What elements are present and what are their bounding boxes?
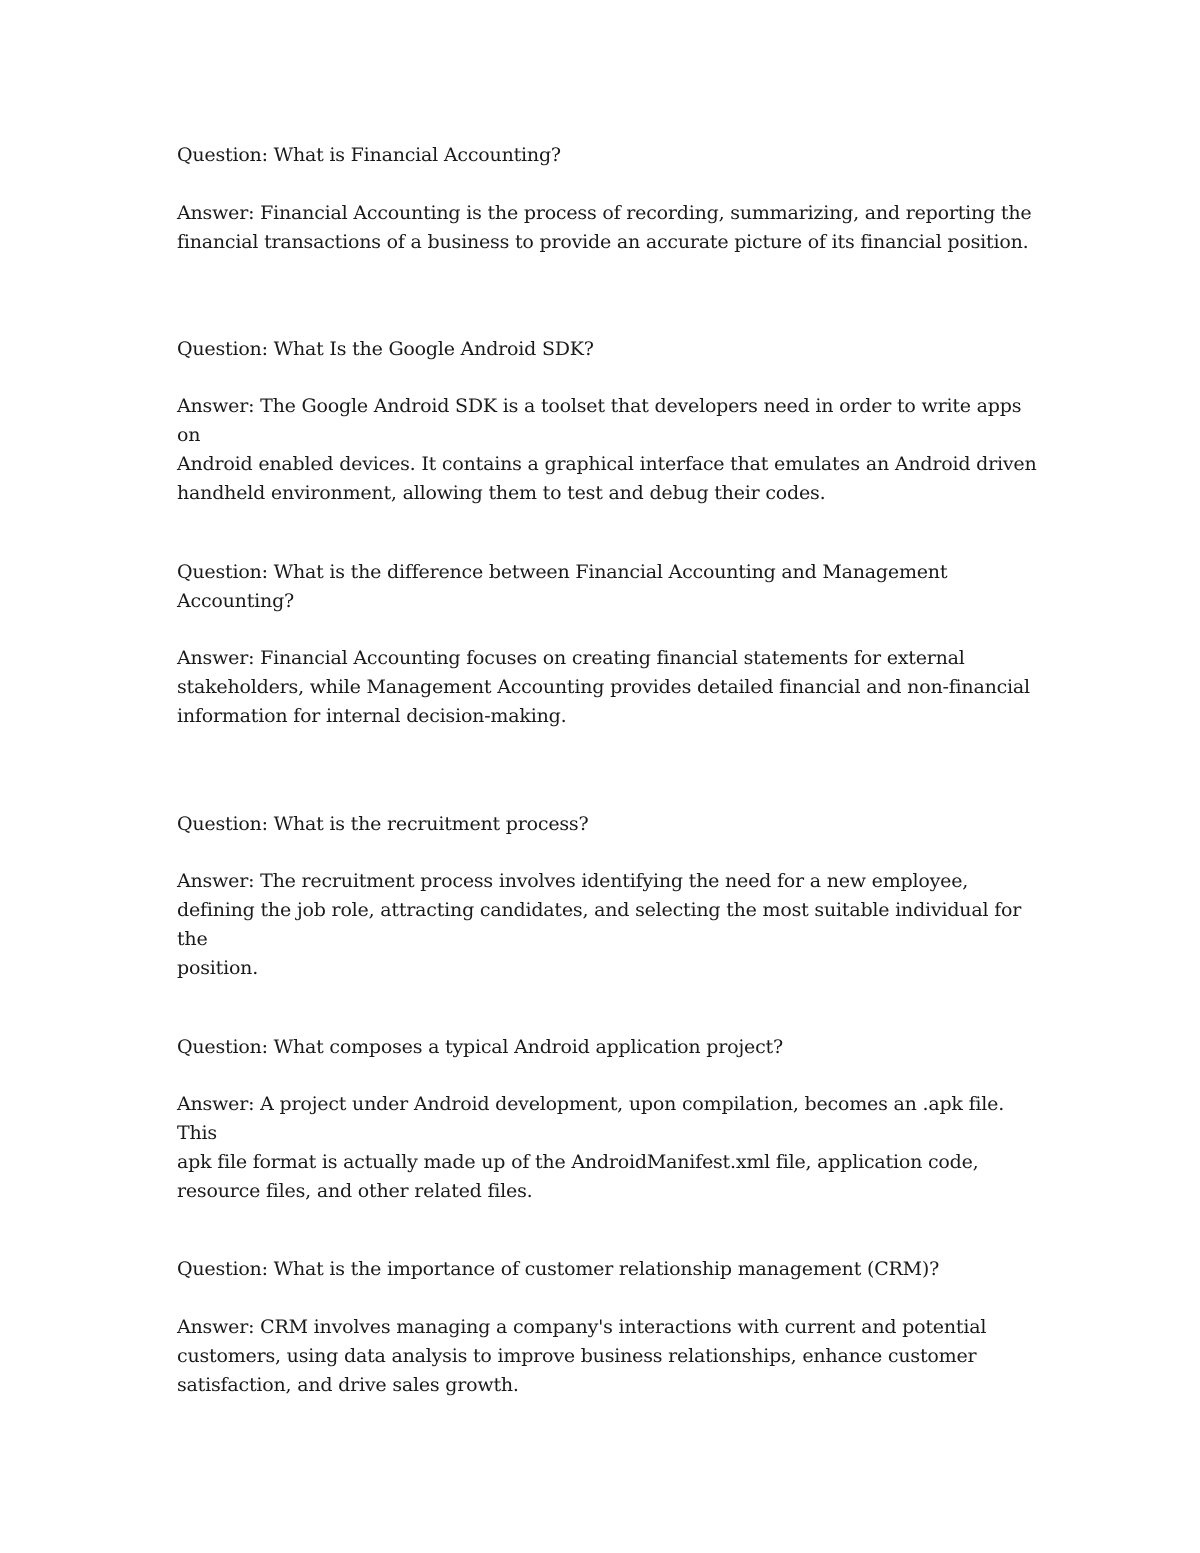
answer-1: Answer: Financial Accounting is the process of recording, summarizing, and reporting the financial transactions of a business to provide an accurate picture of its financial position. [177, 202, 1032, 253]
question-1: Question: What is Financial Accounting? [177, 144, 561, 166]
answer-4: Answer: The recruitment process involves identifying the need for a new employee, defining the job role, attracting candidates, and selecting the most suitable individual for the position. [177, 870, 1022, 979]
answer-2: Answer: The Google Android SDK is a toolset that developers need in order to write apps on Android enabled devices. It contains a graphical interface that emulates an Android driven handheld environment, allowing them to test and debug their codes. [177, 395, 1037, 504]
question-2: Question: What Is the Google Android SDK? [177, 338, 594, 360]
answer-3: Answer: Financial Accounting focuses on creating financial statements for external stakeholders, while Management Accounting provides detailed financial and non-financial information for internal decision-making. [177, 647, 1030, 727]
answer-5: Answer: A project under Android development, upon compilation, becomes an .apk file. This apk file format is actually made up of the AndroidManifest.xml file, application code, resource files, and other related files. [177, 1093, 1005, 1202]
question-3: Question: What is the difference between Financial Accounting and Management Accounting? [177, 561, 948, 612]
question-5: Question: What composes a typical Android application project? [177, 1036, 783, 1058]
answer-6: Answer: CRM involves managing a company's interactions with current and potential customers, using data analysis to improve business relationships, enhance customer satisfaction, and drive sales growth. [177, 1316, 987, 1396]
question-4: Question: What is the recruitment process? [177, 813, 589, 835]
question-6: Question: What is the importance of customer relationship management (CRM)? [177, 1258, 940, 1280]
